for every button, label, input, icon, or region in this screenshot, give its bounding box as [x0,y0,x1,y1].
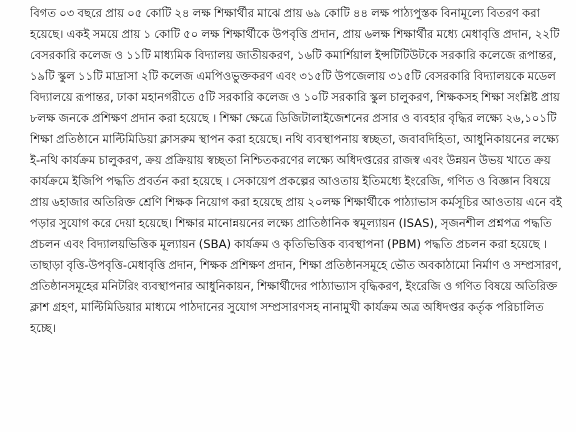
text-line: তাছাড়া বৃত্তি-উপবৃত্তি-মেধাবৃত্তি প্রদান, শিক্ষক প্রশিক্ষণ প্রদান, শিক্ষা প্রতিষ্ঠানসমূহে ভৌত অবকাঠামো নির্মাণ ও সম্প্রসারণ, [30,258,562,272]
text-line: বিদ্যালয়ে রূপান্তর, ঢাকা মহানগরীতে ৫টি সরকারি কলেজ ও ১০টি সরকারি স্কুল চালুকরণ, শিক্ষকসহ শিক্ষা সংশ্লিষ্ট প্রায় [30,90,560,104]
text-line: ই-নথি কার্যক্রম চালুকরণ, ক্রয় প্রক্রিয়ায় স্বচ্ছতা নিশ্চিতকরণের লক্ষ্যে অধিদপ্তরের রাজস্ব এবং উন্নয়ন উভয় খাতে ক্রয় [30,153,551,167]
body-paragraph [30,3,564,339]
text-line: শিক্ষা প্রতিষ্ঠানে মাল্টিমিডিয়া ক্লাসরুম স্থাপন করা হয়েছে। নথি ব্যবস্থাপনায় স্বচ্ছতা, জবাবদিহিতা, আধুনিকায়নের লক্ষ্যে [30,132,559,146]
text-line: ৮লক্ষ জনকে প্রশিক্ষণ প্রদান করা হয়েছে । শিক্ষা ক্ষেত্রে ডিজিটালাইজেশনের প্রসার ও ব্যবহার বৃদ্ধির লক্ষ্যে ২৬,১০১টি [30,111,557,125]
text-line: প্রতিষ্ঠানসমূহের মনিটরিং ব্যবস্থাপনার আধুনিকায়ন, শিক্ষার্থীদের পাঠ্যাভ্যাস বৃদ্ধিকরণ, ইংরেজি ও গণিত বিষয়ে অতিরিক্ত [30,279,558,293]
text-line: হয়েছে। একই সময়ে প্রায় ১ কোটি ৫০ লক্ষ শিক্ষার্থীকে উপবৃত্তি প্রদান, প্রায় ৬লক্ষ শিক্ষার্থীর মধ্যে মেধাবৃত্তি প্রদান, ২২টি [30,27,560,41]
text-line: ১৯টি স্কুল ১১টি মাদ্রাসা ২টি কলেজ এমপিওভুক্তকরণ এবং ৩১৫টি উপজেলায় ৩১৫টি বেসরকারি বিদ্যালয়কে মডেল [30,69,556,83]
text-line: প্রচলন এবং বিদ্যালয়ভিত্তিক মূল্যায়ন (SBA) কার্যক্রম ও কৃতিভিত্তিক ব্যবস্থাপনা (PBM) পদ্ধতি প্রচলন করা হয়েছে । [30,237,548,251]
text-line: পড়ার সুযোগ করে দেয়া হয়েছে। শিক্ষার মানোন্নয়নের লক্ষ্যে প্রাতিষ্ঠানিক স্বমূল্যায়ন (ISAS), সৃজনশীল প্রশ্নপত্র পদ্ধতি [30,216,552,230]
text-line: বিগত ০৩ বছরে প্রায় ০৫ কোটি ২৪ লক্ষ শিক্ষার্থীর মাঝে প্রায় ৬৯ কোটি ৪৪ লক্ষ পাঠ্যপুস্তক বিনামূল্যে বিতরণ করা [30,6,540,20]
text-line: প্রায় ৬হাজার অতিরিক্ত শ্রেণি শিক্ষক নিয়োগ করা হয়েছে প্রায় ২০লক্ষ শিক্ষার্থীকে পাঠ্যাভাস কর্মসূচির আওতায় এনে বই [30,195,562,209]
text-line: হচ্ছে। [30,321,56,335]
text-line: ক্লাশ গ্রহণ, মাল্টিমিডিয়ার মাধ্যমে পাঠদানের সুযোগ সম্প্রসারণসহ নানামুখী কার্যক্রম অত্র অধিদপ্তর কর্তৃক পরিচালিত [30,300,544,314]
text-line: বেসরকারি কলেজ ও ১১টি মাধ্যমিক বিদ্যালয় জাতীয়করণ, ১৬টি কমার্শিয়াল ইন্সটিটিউটকে সরকারি কলেজে রূপান্তর, [30,48,557,62]
text-line: কার্যক্রমে ইজিপি পদ্ধতি প্রবর্তন করা হয়েছে । সেকায়েপ প্রকল্পের আওতায় ইতিমধ্যে ইংরেজি, গণিত ও বিজ্ঞান বিষয়ে [30,174,551,188]
